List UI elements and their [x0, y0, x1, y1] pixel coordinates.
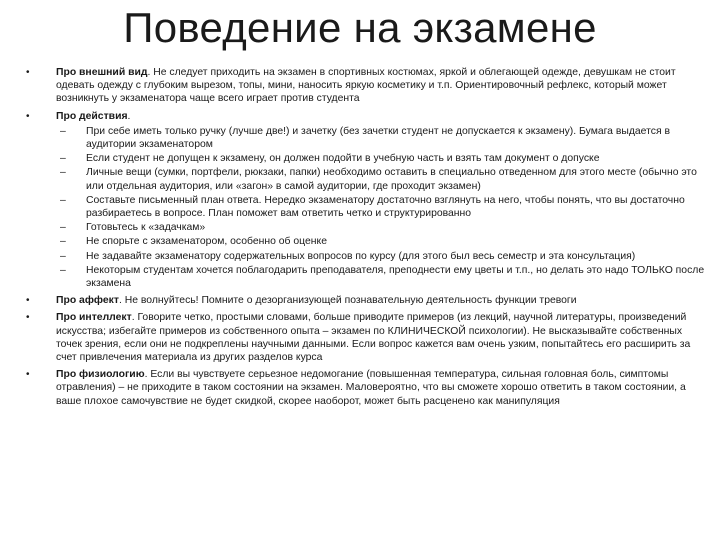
slide-title: Поведение на экзамене [123, 4, 597, 51]
bullet-item-actions [26, 110, 710, 291]
dash-icon: – [60, 194, 66, 206]
bullet-text: . Не волнуйтесь! Помните о дезорганизующей познавательную деятельность функции тревоги [118, 295, 577, 307]
dash-icon: – [60, 250, 66, 262]
dash-icon: – [60, 125, 66, 137]
dash-icon: – [60, 264, 66, 276]
bullet-item-affect [26, 294, 710, 307]
bullet-item-appearance [26, 66, 710, 106]
slide-content [26, 66, 710, 412]
dash-icon: – [60, 153, 66, 165]
bullet-item-intellect [26, 311, 710, 364]
bullet-text: . Говорите четко, простыми словами, больше приводите примеров (из лекций, научной литературы, произведений искусства; избегайте примеров из собственного опыта – экзамен по КЛИНИЧЕСКОЙ психологии). Не высказывайте собственных точек зрения, если они не подкреплены научными данными. Если вопрос кажется вам очень узким, попытайтесь его расширить за счет привлечения материала из других разделов курса [56, 312, 691, 364]
sub-item [56, 264, 710, 290]
bullet-icon: • [26, 295, 30, 307]
sub-item [56, 152, 710, 165]
bullet-heading: Про физиологию [56, 369, 145, 381]
bullet-heading: Про аффект [56, 295, 119, 307]
bullet-text: . Не следует приходить на экзамен в спортивных костюмах, яркой и облегающей одежде, девушкам не стоит одевать одежду с глубоким вырезом, топы, мини, наносить яркую косметику и т.п. Ориентировочный рефлекс, который может возникнуть у экзаменатора чаще всего играет против студента [56, 67, 676, 105]
bullet-icon: • [26, 67, 30, 78]
sub-item-text: Составьте письменный план ответа. Нередко экзаменатору достаточно взглянуть на него, чтобы понять, что вы достаточно разбираетесь в вопросе. План поможет вам ответить четко и структурированно [86, 194, 685, 220]
sub-item [56, 221, 710, 234]
sub-item-text: Некоторым студентам хочется поблагодарить преподавателя, преподнести ему цветы и т.п., но делать это надо ТОЛЬКО после экзамена [86, 264, 705, 290]
bullet-heading: Про внешний вид [56, 67, 148, 78]
dash-icon: – [60, 222, 66, 234]
dash-icon: – [60, 236, 66, 248]
sub-item-text: При себе иметь только ручку (лучше две!) и зачетку (без зачетки студент не допускается к экзамену). Бумага выдается в аудитории экзаменатором [86, 125, 670, 151]
sub-item-text: Если студент не допущен к экзамену, он должен подойти в учебную часть и взять там документ о допуске [86, 153, 600, 165]
sub-list [56, 125, 710, 290]
sub-item-text: Не задавайте экзаменатору содержательных вопросов по курсу (для этого был весь семестр и эта консультация) [86, 250, 636, 262]
bullet-icon: • [26, 369, 30, 381]
sub-item-text: Личные вещи (сумки, портфели, рюкзаки, папки) необходимо оставить в специально отведенном для этого месте (обычно это или отдельная аудитория, или «загон» в самой аудитории, где проходит экзамен) [86, 167, 697, 192]
bullet-icon: • [26, 312, 30, 324]
sub-item [56, 125, 710, 151]
bullet-heading: Про действия [56, 110, 128, 122]
bullet-text: . [127, 110, 131, 122]
sub-item [56, 235, 710, 248]
bullet-item-physiology [26, 368, 710, 408]
bullet-list [26, 66, 710, 408]
bullet-icon: • [26, 110, 30, 122]
bullet-text: . Если вы чувствуете серьезное недомогание (повышенная температура, сильная головная боль, симптомы отравления) – не приходите в таком состоянии на экзамен. Маловероятно, что вы сможете хорошо ответить в таком состоянии, а ваше плохое самочувствие не будет скидкой, скорее наоборот, может быть расценено как манипуляция [56, 369, 686, 407]
sub-item [56, 166, 710, 192]
sub-item [56, 250, 710, 263]
sub-item-text: Готовьтесь к «задачкам» [86, 222, 206, 234]
sub-item [56, 194, 710, 220]
bullet-heading: Про интеллект [56, 312, 132, 324]
sub-item-text: Не спорьте с экзаменатором, особенно об оценке [86, 236, 327, 248]
dash-icon: – [60, 167, 66, 179]
